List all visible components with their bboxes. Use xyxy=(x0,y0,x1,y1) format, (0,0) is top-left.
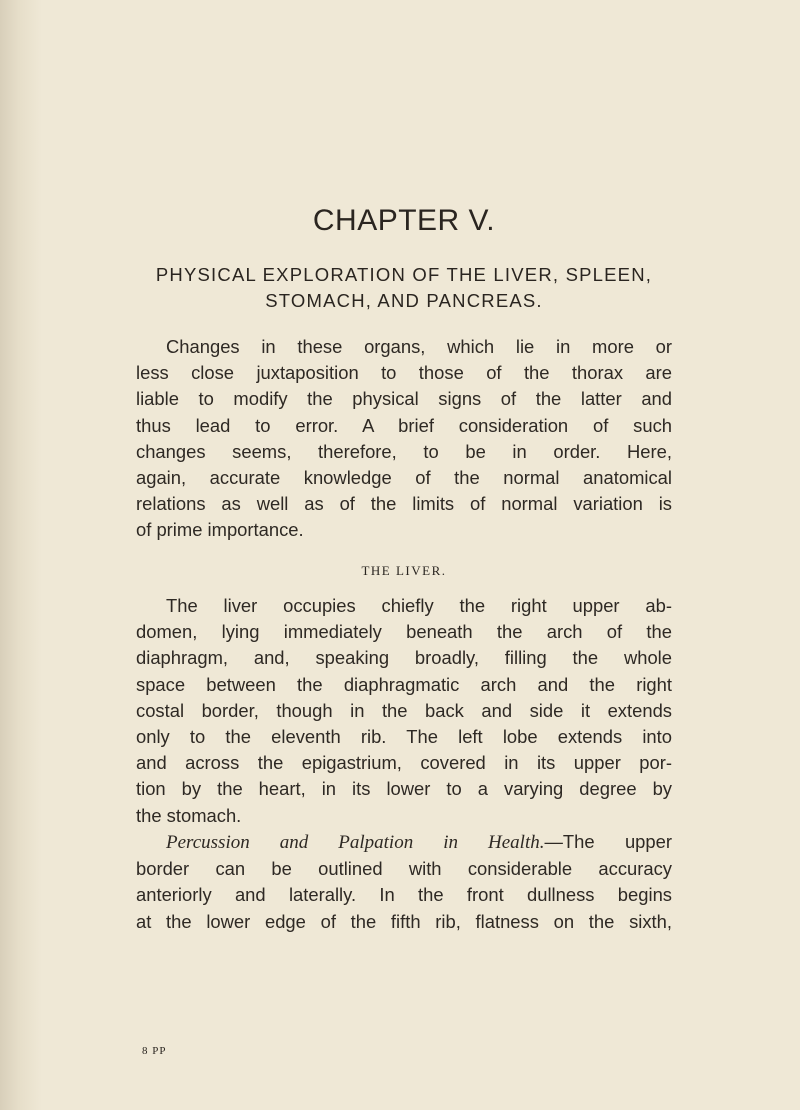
text-line: of prime importance. xyxy=(136,519,304,541)
printer-signature-mark: 8 PP xyxy=(142,1045,167,1057)
text-line: border can be outlined with considerable accuracy xyxy=(136,858,672,880)
chapter-heading: CHAPTER V. xyxy=(312,204,496,237)
percussion-paragraph xyxy=(136,829,672,935)
text-line: diaphragm, and, speaking broadly, filling the whole xyxy=(136,647,672,669)
italic-subheading: Percussion and Palpation in Health. xyxy=(166,832,545,853)
chapter-title xyxy=(136,262,672,314)
text-line: Changes in these organs, which lie in more or xyxy=(166,336,672,357)
text-line: only to the eleventh rib. The left lobe extends into xyxy=(136,726,672,748)
text-line: The liver occupies chiefly the right upper ab- xyxy=(166,595,672,616)
text-line: tion by the heart, in its lower to a varying degree by xyxy=(136,778,672,800)
text-line: relations as well as of the limits of normal variation is xyxy=(136,493,672,515)
page-edge-shadow xyxy=(0,0,42,1110)
text-line: anteriorly and laterally. In the front dullness begins xyxy=(136,884,672,906)
liver-paragraph xyxy=(136,593,672,829)
text-line: domen, lying immediately beneath the arch of the xyxy=(136,621,672,643)
text-line: less close juxtaposition to those of the thorax are xyxy=(136,362,672,384)
text-line: costal border, though in the back and side it extends xyxy=(136,699,672,721)
text-line: the stomach. xyxy=(136,804,242,826)
intro-paragraph xyxy=(136,334,672,544)
text-line: at the lower edge of the fifth rib, flatness on the sixth, xyxy=(136,910,672,932)
text-line xyxy=(136,829,672,856)
chapter-title-line-1: PHYSICAL EXPLORATION OF THE LIVER, SPLEEN, xyxy=(155,264,653,285)
text-line: and across the epigastrium, covered in its upper por- xyxy=(136,752,672,774)
text-line: space between the diaphragmatic arch and the right xyxy=(136,673,672,695)
text-fragment: —The upper xyxy=(544,831,672,852)
text-line: again, accurate knowledge of the normal anatomical xyxy=(136,467,672,489)
section-heading: THE LIVER. xyxy=(361,563,447,578)
book-page xyxy=(136,0,672,1110)
text-line: liable to modify the physical signs of the latter and xyxy=(136,388,672,410)
text-line: changes seems, therefore, to be in order. Here, xyxy=(136,440,672,462)
text-line: thus lead to error. A brief consideration of such xyxy=(136,414,672,436)
chapter-title-line-2: STOMACH, AND PANCREAS. xyxy=(265,290,543,311)
